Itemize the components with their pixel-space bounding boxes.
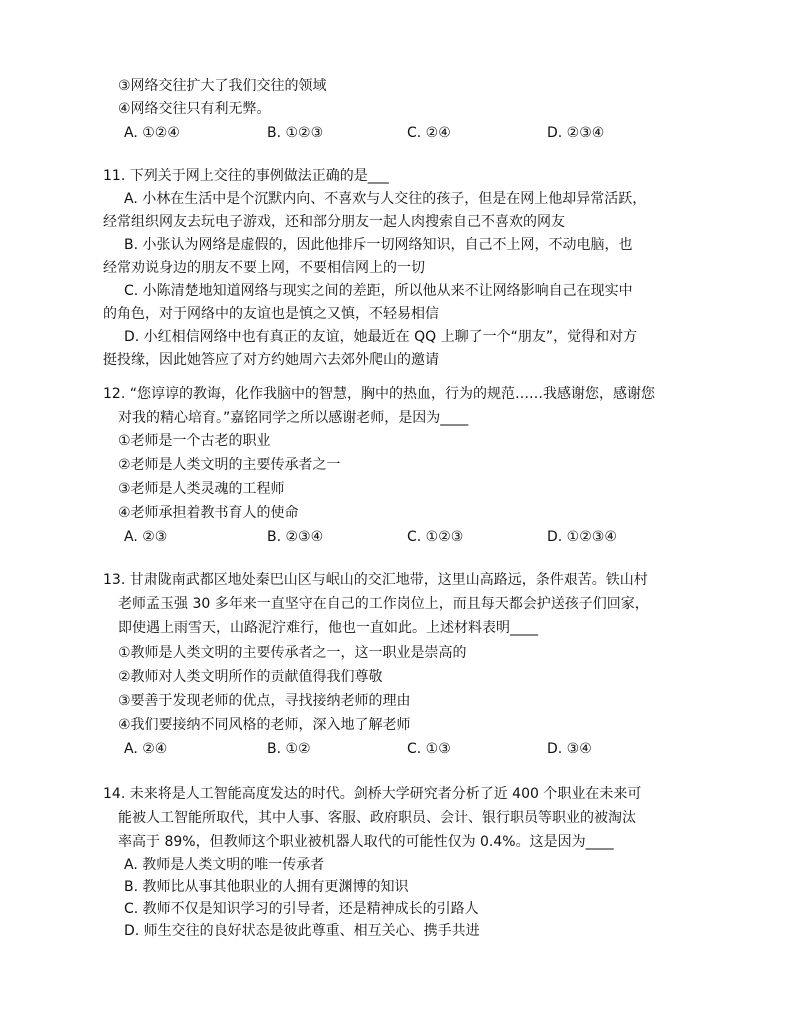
option-a[interactable]: A. ①②④ [124, 125, 180, 141]
option-a[interactable]: A. ②③ [124, 529, 168, 545]
question-stem-line-2: 能被人工智能所取代，其中人事、客服、政府职员、会计、银行职员等职业的被淘汰 [118, 810, 636, 826]
option-a[interactable]: A. 教师是人类文明的唯一传承者 [124, 857, 325, 873]
option-b[interactable]: B. 教师比从事其他职业的人拥有更渊博的知识 [124, 879, 409, 895]
statement-3: ③要善于发现老师的优点，寻找接纳老师的理由 [118, 693, 411, 709]
question-stem-line-3: 率高于 89%，但教师这个职业被机器人取代的可能性仅为 0.4%。这是因为____ [118, 834, 614, 850]
option-b[interactable]: B. ①② [267, 741, 311, 757]
option-row [124, 123, 684, 143]
option-row [124, 739, 684, 759]
question-stem-line-3: 即使遇上雨雪天，山路泥泞难行，他也一直如此。上述材料表明____ [118, 620, 538, 636]
option-row [124, 527, 684, 547]
option-c[interactable]: C. ①②③ [407, 529, 464, 545]
statement-4: ④老师承担着教书育人的使命 [118, 505, 299, 521]
option-c-line-2[interactable]: 的角色，对于网络中的友谊也是慎之又慎，不轻易相信 [103, 306, 439, 322]
option-c[interactable]: C. 教师不仅是知识学习的引导者，还是精神成长的引路人 [124, 901, 479, 917]
statement-4: ④网络交往只有利无弊。 [118, 101, 271, 117]
option-b-line-2[interactable]: 经常劝说身边的朋友不要上网，不要相信网上的一切 [103, 260, 425, 276]
statement-2: ②老师是人类文明的主要传承者之一 [118, 457, 341, 473]
statement-3: ③老师是人类灵魂的工程师 [118, 481, 285, 497]
option-b[interactable]: B. ①②③ [267, 125, 324, 141]
statement-2: ②教师对人类文明所作的贡献值得我们尊敬 [118, 669, 383, 685]
question-stem: 11. 下列关于网上交往的事例做法正确的是___ [103, 168, 389, 184]
option-a-line-1[interactable]: A. 小林在生活中是个沉默内向、不喜欢与人交往的孩子，但是在网上他却异常活跃， [124, 191, 647, 207]
option-d[interactable]: D. ①②③④ [547, 529, 617, 545]
statement-4: ④我们要接纳不同风格的老师，深入地了解老师 [118, 717, 411, 733]
statement-1: ①教师是人类文明的主要传承者之一，这一职业是崇高的 [118, 645, 467, 661]
question-stem-line-2: 对我的精心培育。”嘉铭同学之所以感谢老师，是因为____ [118, 410, 469, 426]
statement-3: ③网络交往扩大了我们交往的领域 [118, 78, 327, 94]
option-b-line-1[interactable]: B. 小张认为网络是虚假的，因此他排斥一切网络知识，自己不上网，不动电脑，也 [124, 237, 633, 253]
option-a[interactable]: A. ②④ [124, 741, 168, 757]
statement-1: ①老师是一个古老的职业 [118, 433, 271, 449]
question-stem-line-1: 13. 甘肃陇南武都区地处秦巴山区与岷山的交汇地带，这里山高路远，条件艰苦。铁山村 [103, 572, 648, 588]
option-d-line-2[interactable]: 挺投缘，因此她答应了对方约她周六去郊外爬山的邀请 [103, 352, 439, 368]
option-c[interactable]: C. ②④ [407, 125, 451, 141]
option-d[interactable]: D. ②③④ [547, 125, 605, 141]
option-c-line-1[interactable]: C. 小陈清楚地知道网络与现实之间的差距，所以他从来不让网络影响自己在现实中 [124, 283, 633, 299]
option-d-line-1[interactable]: D. 小红相信网络中也有真正的友谊，她最近在 QQ 上聊了一个“朋友”，觉得和对方 [124, 329, 638, 345]
option-c[interactable]: C. ①③ [407, 741, 451, 757]
question-stem-line-2: 老师孟玉强 30 多年来一直坚守在自己的工作岗位上，而且每天都会护送孩子们回家， [118, 596, 649, 612]
option-b[interactable]: B. ②③④ [267, 529, 324, 545]
option-d[interactable]: D. 师生交往的良好状态是彼此尊重、相互关心、携手共进 [124, 923, 480, 939]
option-d[interactable]: D. ③④ [547, 741, 592, 757]
question-stem-line-1: 14. 未来将是人工智能高度发达的时代。剑桥大学研究者分析了近 400 个职业在未来可 [103, 786, 642, 802]
option-a-line-2[interactable]: 经常组织网友去玩电子游戏，还和部分朋友一起人肉搜索自己不喜欢的网友 [103, 214, 565, 230]
question-stem-line-1: 12. “您谆谆的教诲，化作我脑中的智慧，胸中的热血，行为的规范……我感谢您，感谢您 [103, 386, 655, 402]
